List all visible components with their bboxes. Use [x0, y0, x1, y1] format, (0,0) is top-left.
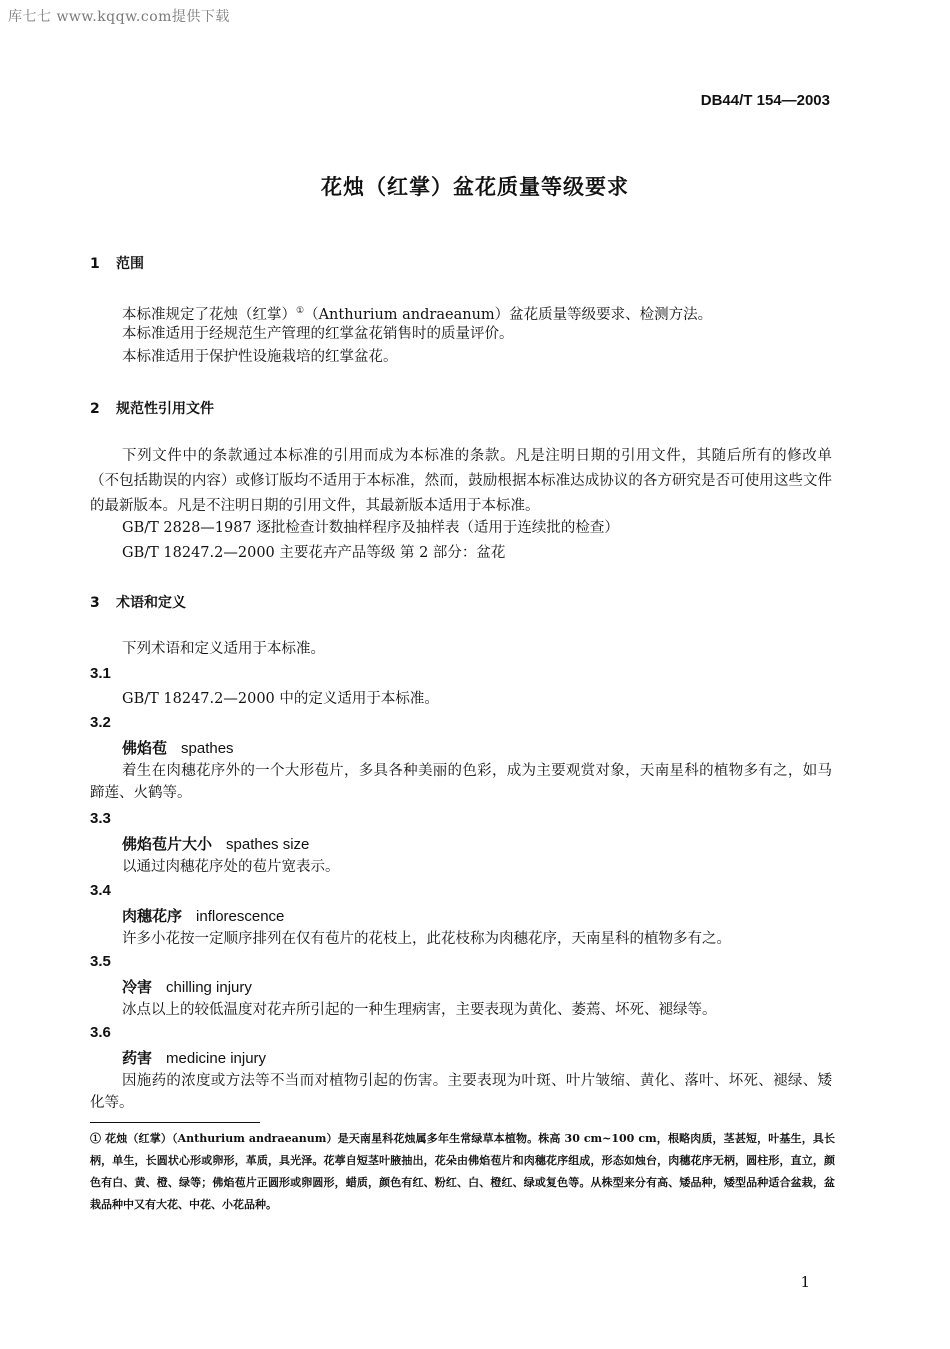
section-2-paragraph: 下列文件中的条款通过本标准的引用而成为本标准的条款。凡是注明日期的引用文件，其随后所有的修改单（不包括勘误的内容）或修订版均不适用于本标准，然而，鼓励根据本标准达成协议的各方研究是否可使用这些文件的最新版本。凡是不注明日期的引用文件，其最新版本适用于本标准。 — [90, 448, 832, 514]
document-number: DB44/T 154—2003 — [700, 92, 830, 109]
term-chinese: 冷害 — [122, 978, 153, 996]
term-3-6-number: 3.6 — [90, 1024, 111, 1041]
term-3-2-number: 3.2 — [90, 714, 111, 731]
normative-reference-1: GB/T 2828—1987 逐批检查计数抽样程序及抽样表（适用于连续批的检查） — [122, 520, 619, 536]
term-english: chilling injury — [166, 979, 252, 996]
section-1-paragraph-1: 本标准规定了花烛（红掌）①（Anthurium andraeanum）盆花质量等级要求、检测方法。 — [122, 306, 713, 323]
term-3-6-heading — [122, 1047, 266, 1068]
section-title: 范围 — [116, 256, 144, 272]
section-1-paragraph-2: 本标准适用于经规范生产管理的红掌盆花销售时的质量评价。 — [122, 326, 514, 342]
term-3-4-number: 3.4 — [90, 882, 111, 899]
term-chinese: 药害 — [122, 1049, 153, 1067]
term-3-4-heading — [122, 905, 284, 926]
term-3-3-heading — [122, 833, 309, 854]
section-number: 1 — [90, 256, 100, 272]
section-2-heading — [90, 398, 214, 418]
section-3-heading — [90, 592, 186, 612]
section-number: 2 — [90, 401, 100, 417]
term-english: medicine injury — [166, 1050, 267, 1067]
page-number: 1 — [800, 1273, 810, 1291]
term-3-5-definition: 冰点以上的较低温度对花卉所引起的一种生理病害，主要表现为黄化、萎蔫、坏死、褪绿等。 — [122, 1002, 717, 1018]
term-3-1-definition: GB/T 18247.2—2000 中的定义适用于本标准。 — [122, 691, 439, 707]
section-3-intro: 下列术语和定义适用于本标准。 — [122, 641, 325, 657]
normative-reference-2: GB/T 18247.2—2000 主要花卉产品等级 第 2 部分：盆花 — [122, 545, 506, 561]
term-3-5-heading — [122, 976, 252, 997]
section-1-heading — [90, 253, 144, 273]
footnote-text: ① 花烛（红掌）（Anthurium andraeanum）是天南星科花烛属多年生常绿草本植物。株高 30 cm~100 cm，根略肉质，茎甚短，叶基生，具长柄，单生，长圆状心形或卵形，革质，具光泽。花葶自短茎叶腋抽出，花朵由佛焰苞片和肉穗花序组成，形态如烛台，肉穗花序无柄，圆柱形，直立，颜色有白、黄、橙、绿等；佛焰苞片正圆形或卵圆形，蜡质，颜色有红、粉红、白、橙红、绿或复色等。从株型来分有高、矮品种，矮型品种适合盆栽，盆栽品种中又有大花、中花、小花品种。 — [90, 1132, 835, 1211]
term-3-4-definition: 许多小花按一定顺序排列在仅有苞片的花枝上，此花枝称为肉穗花序，天南星科的植物多有之。 — [122, 931, 731, 947]
term-3-2-definition: 着生在肉穗花序外的一个大形苞片，多具各种美丽的色彩，成为主要观赏对象，天南星科的植物多有之，如马蹄莲、火鹤等。 — [90, 763, 832, 801]
term-3-2-heading — [122, 737, 234, 758]
watermark-text: 库七七 www.kqqw.com提供下载 — [8, 9, 230, 25]
term-3-6-definition: 因施药的浓度或方法等不当而对植物引起的伤害。主要表现为叶斑、叶片皱缩、黄化、落叶、坏死、褪绿、矮化等。 — [90, 1073, 832, 1111]
term-chinese: 佛焰苞 — [122, 739, 168, 757]
term-3-5-number: 3.5 — [90, 953, 111, 970]
term-chinese: 肉穗花序 — [122, 907, 183, 925]
term-english: inflorescence — [196, 908, 285, 925]
term-3-3-definition: 以通过肉穗花序处的苞片宽表示。 — [122, 859, 340, 875]
term-3-1-number: 3.1 — [90, 665, 111, 682]
term-english: spathes — [181, 740, 234, 757]
section-1-paragraph-3: 本标准适用于保护性设施栽培的红掌盆花。 — [122, 349, 398, 365]
page-title: 花烛（红掌）盆花质量等级要求 — [321, 175, 629, 199]
term-chinese: 佛焰苞片大小 — [122, 835, 213, 853]
section-title: 术语和定义 — [116, 595, 186, 611]
section-title: 规范性引用文件 — [116, 401, 214, 417]
footnote-divider — [90, 1122, 260, 1123]
section-number: 3 — [90, 595, 100, 611]
term-3-3-number: 3.3 — [90, 810, 111, 827]
footnote-reference[interactable]: ① — [296, 306, 305, 316]
term-english: spathes size — [226, 836, 310, 853]
